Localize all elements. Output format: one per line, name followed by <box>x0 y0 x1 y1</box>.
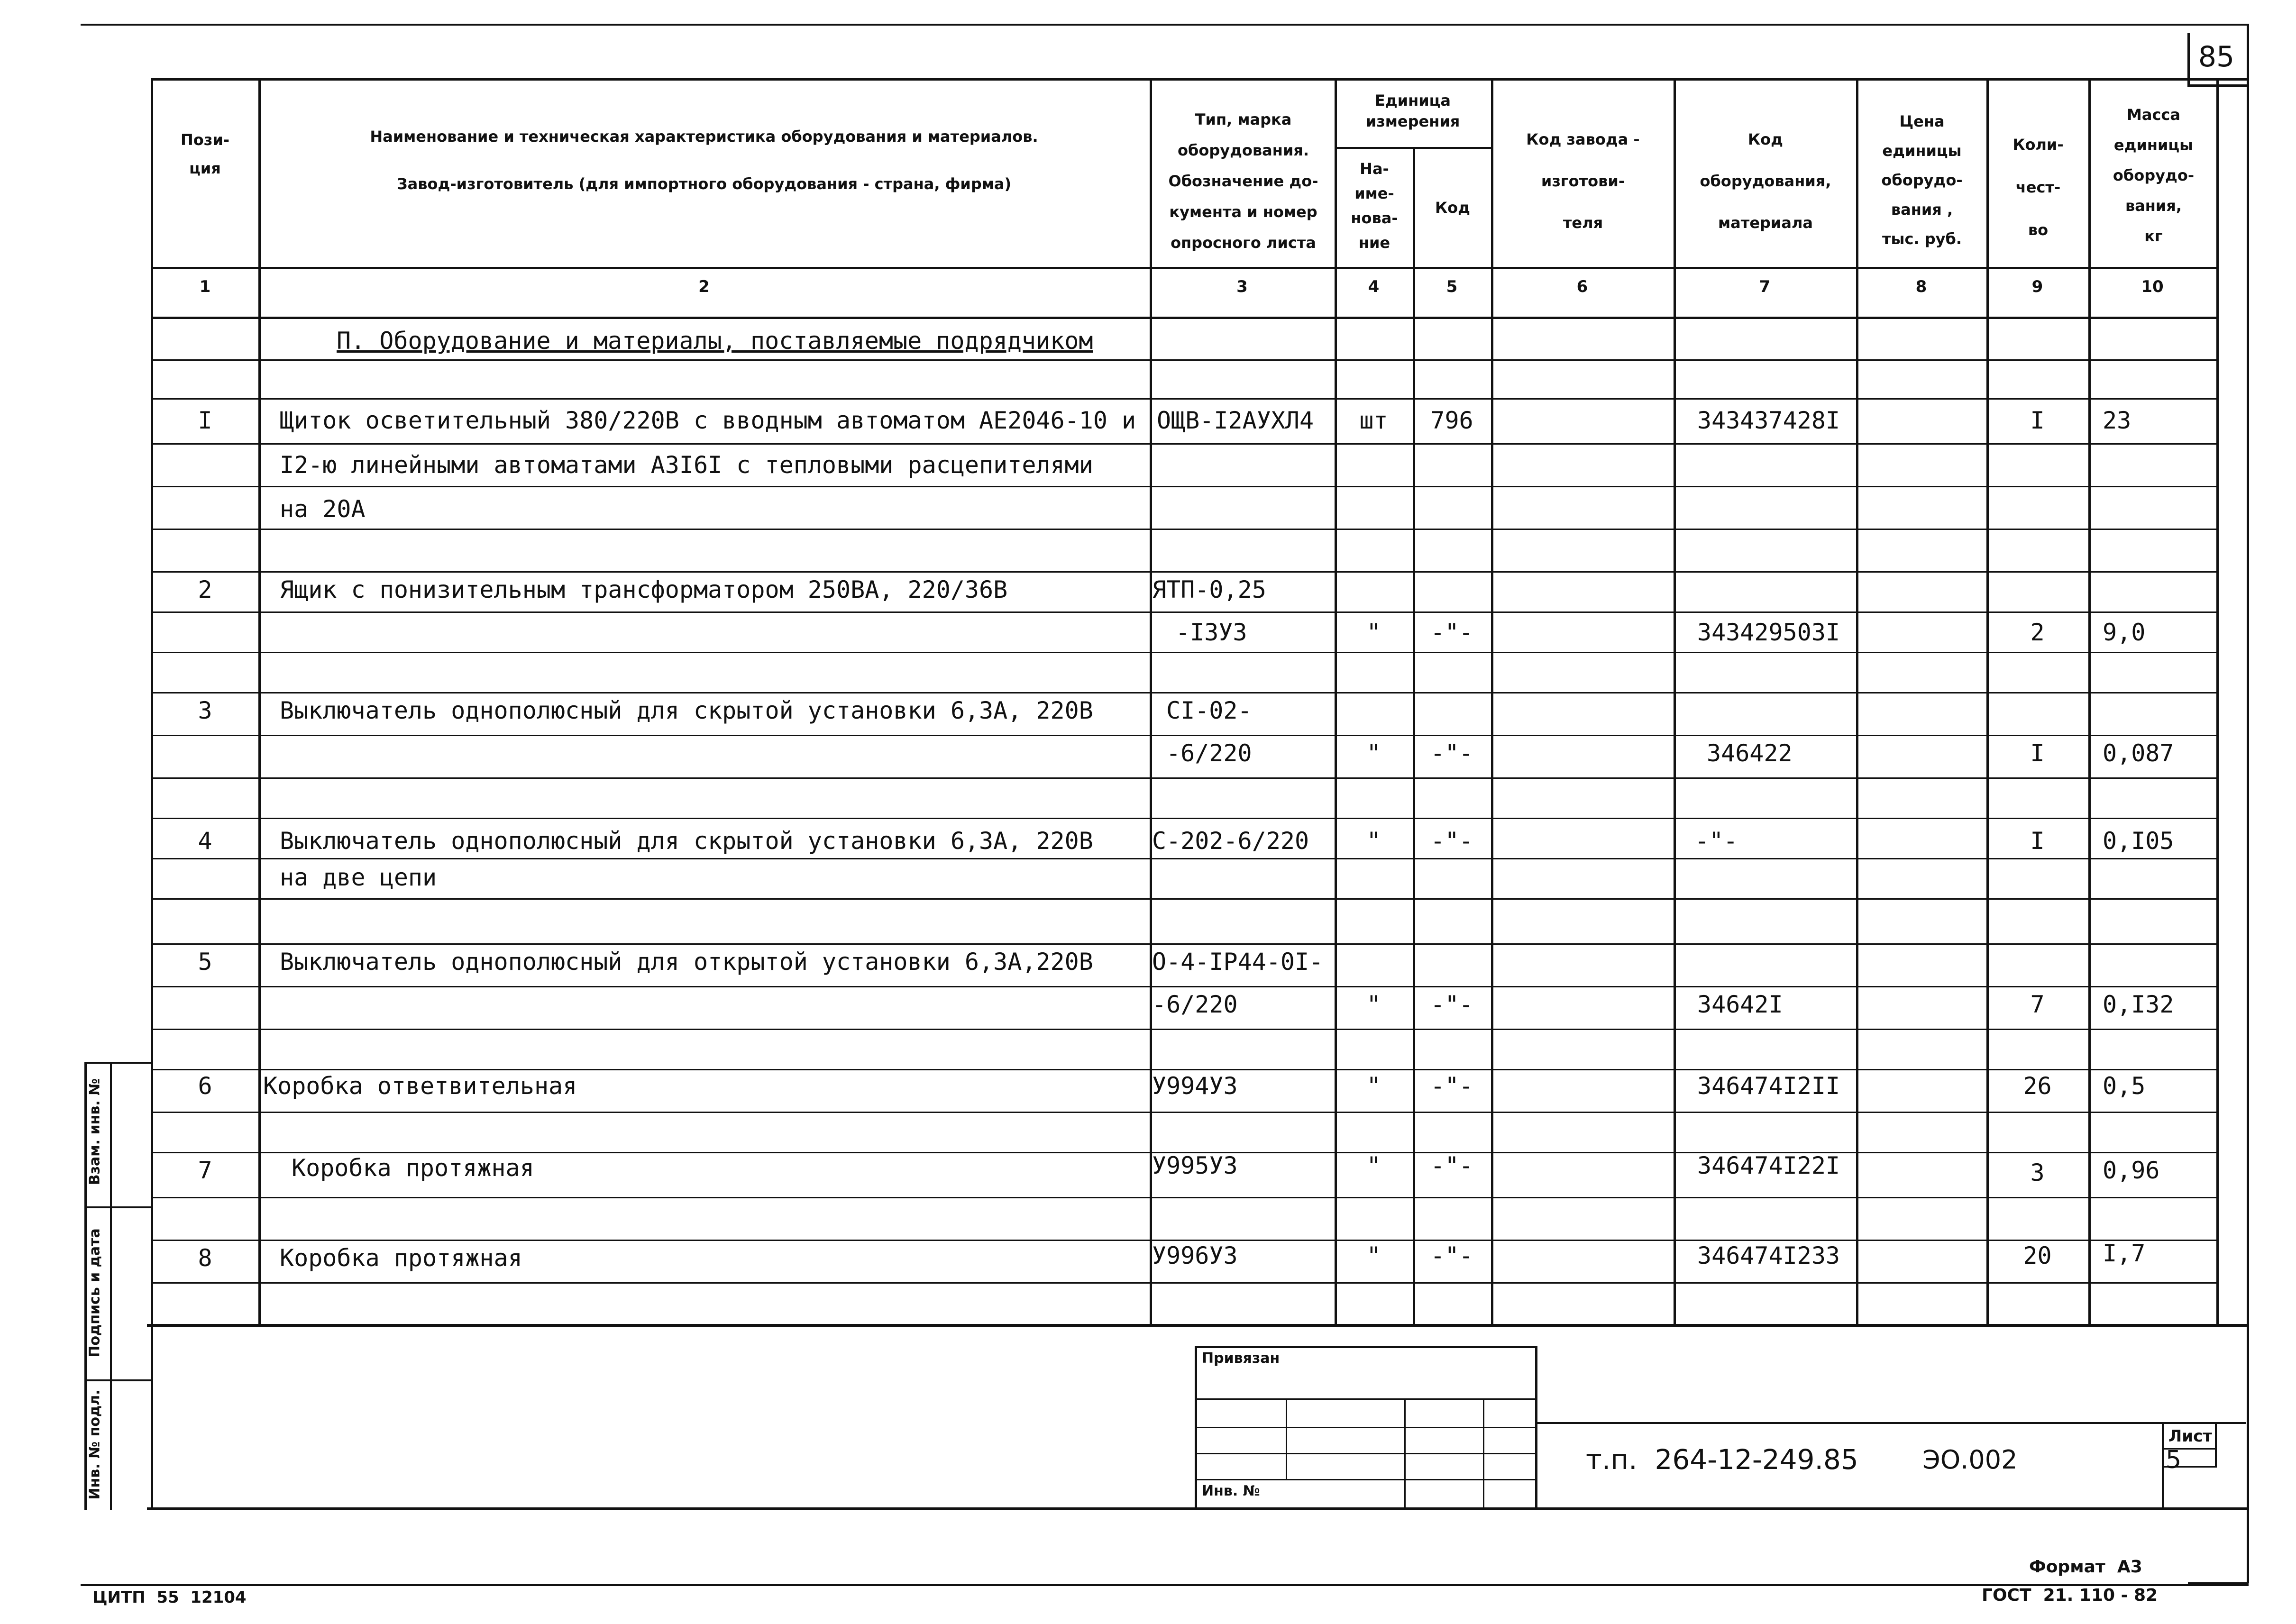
row1-name-line2: I2-ю линейными автоматами А3I6I с тепловыми расцепителями <box>280 451 1093 479</box>
row6-unit-code: -"- <box>1430 1072 1473 1100</box>
header-equipment-code: Код оборудования, материала <box>1700 130 1831 232</box>
row6-unit: " <box>1366 1072 1381 1100</box>
header-position: Пози- ция <box>180 131 230 177</box>
row8-unit: " <box>1366 1242 1381 1269</box>
row8-name-line1: Коробка протяжная <box>280 1244 522 1272</box>
row8-mass: I,7 <box>2103 1240 2146 1267</box>
footer-gost: ГОСТ 21. 110 - 82 <box>1982 1586 2158 1605</box>
row5-mass: 0,I32 <box>2103 991 2174 1018</box>
row3-unit-code: -"- <box>1430 739 1473 767</box>
row7-name-line1: Коробка протяжная <box>292 1154 534 1182</box>
row5-unit: " <box>1366 991 1381 1018</box>
row5-position: 5 <box>198 948 212 976</box>
row7-type: У995У3 <box>1152 1152 1238 1179</box>
row1-unit-code: 796 <box>1430 407 1473 434</box>
row3-name-line1: Выключатель однополюсный для скрытой установки 6,3А, 220В <box>280 697 1093 724</box>
row3-quantity: I <box>2030 739 2045 767</box>
header-price: Цена единицы оборудо- вания , тыс. руб. <box>1881 112 1963 248</box>
row5-unit-code: -"- <box>1430 991 1473 1018</box>
stamp-privyazan: Привязан <box>1202 1350 1280 1367</box>
row1-name-line3: на 20А <box>280 495 366 523</box>
row2-mass: 9,0 <box>2103 619 2146 646</box>
colnum-6: 6 <box>1576 277 1588 296</box>
row3-unit: " <box>1366 739 1381 767</box>
row8-type: У996У3 <box>1152 1242 1238 1269</box>
header-unit-name: На- име- нова- ние <box>1351 160 1398 252</box>
row4-quantity: I <box>2030 827 2045 855</box>
colnum-9: 9 <box>2031 277 2043 296</box>
row1-unit: шт <box>1359 407 1388 434</box>
colnum-8: 8 <box>1915 277 1927 296</box>
row8-equipment-code: 346474I233 <box>1697 1242 1840 1269</box>
row4-unit-code: -"- <box>1430 827 1473 855</box>
colnum-5: 5 <box>1446 277 1458 296</box>
row3-type-line2: -6/220 <box>1166 739 1252 767</box>
row5-name-line1: Выключатель однополюсный для открытой установки 6,3А,220В <box>280 948 1093 976</box>
document-code: т.п. 264-12-249.85 <box>1586 1443 1858 1476</box>
row3-position: 3 <box>198 697 212 724</box>
side-label-podpis: Подпись и дата <box>86 1228 103 1358</box>
row4-position: 4 <box>198 827 212 855</box>
row5-type-line2: -6/220 <box>1152 991 1238 1018</box>
header-unit: Единица измерения <box>1365 91 1460 130</box>
row8-unit-code: -"- <box>1430 1242 1473 1269</box>
row6-name-line1: Коробка ответвительная <box>263 1072 577 1100</box>
row1-equipment-code: 343437428I <box>1697 407 1840 434</box>
row1-mass: 23 <box>2103 407 2131 434</box>
header-mass: Масса единицы оборудо- вания, кг <box>2113 106 2195 245</box>
colnum-3: 3 <box>1236 277 1248 296</box>
row2-name-line1: Ящик с понизительным трансформатором 250ВА, 220/36В <box>280 576 1008 603</box>
row1-position: I <box>198 407 212 434</box>
row2-type-line2: -I3У3 <box>1176 619 1247 646</box>
row6-type: У994У3 <box>1152 1072 1238 1100</box>
header-type: Тип, марка оборудования. Обозначение до- кумента и номер опросного листа <box>1168 110 1318 252</box>
side-label-inv-podl: Инв. № подл. <box>86 1389 103 1500</box>
row6-equipment-code: 346474I2II <box>1697 1072 1840 1100</box>
row7-quantity: 3 <box>2030 1159 2045 1186</box>
colnum-1: 1 <box>199 277 211 296</box>
row3-mass: 0,087 <box>2103 739 2174 767</box>
row4-type: С-202-6/220 <box>1152 827 1309 855</box>
row8-quantity: 20 <box>2023 1242 2052 1269</box>
sheet-number: 5 <box>2166 1446 2182 1474</box>
sheet-label: Лист <box>2168 1427 2212 1446</box>
row2-unit: " <box>1366 619 1381 646</box>
header-factory-code: Код завода - изготови- теля <box>1526 130 1640 232</box>
row7-unit: " <box>1366 1152 1381 1179</box>
row1-quantity: I <box>2030 407 2045 434</box>
footer-left: ЦИТП 55 12104 <box>92 1588 247 1607</box>
side-label-vzam: Взам. инв. № <box>86 1078 103 1186</box>
row5-quantity: 7 <box>2030 991 2045 1018</box>
stamp-inv-no: Инв. № <box>1202 1483 1260 1499</box>
row4-unit: " <box>1366 827 1381 855</box>
row7-unit-code: -"- <box>1430 1152 1473 1179</box>
row8-position: 8 <box>198 1244 212 1272</box>
section-title: П. Оборудование и материалы, поставляемые подрядчиком <box>337 327 1093 355</box>
colnum-4: 4 <box>1368 277 1380 296</box>
row1-type: ОЩВ-I2АУХЛ4 <box>1157 407 1314 434</box>
header-name-line2: Завод-изготовитель (для импортного оборудования - страна, фирма) <box>396 175 1012 193</box>
row2-equipment-code: 343429503I <box>1697 619 1840 646</box>
header-quantity: Коли- чест- во <box>2012 136 2064 239</box>
row4-name-line1: Выключатель однополюсный для скрытой установки 6,3А, 220В <box>280 827 1093 855</box>
row2-unit-code: -"- <box>1430 619 1473 646</box>
row2-position: 2 <box>198 576 212 603</box>
row4-name-line2: на две цепи <box>280 864 437 891</box>
colnum-2: 2 <box>698 277 710 296</box>
row2-quantity: 2 <box>2030 619 2045 646</box>
row3-type-line1: СI-02- <box>1166 697 1252 724</box>
row3-equipment-code: 346422 <box>1707 739 1793 767</box>
row4-mass: 0,I05 <box>2103 827 2174 855</box>
row7-equipment-code: 346474I22I <box>1697 1152 1840 1179</box>
row4-equipment-code: -"- <box>1695 827 1738 855</box>
row7-position: 7 <box>198 1157 212 1184</box>
row7-mass: 0,96 <box>2103 1157 2160 1184</box>
row6-mass: 0,5 <box>2103 1072 2146 1100</box>
page-number: 85 <box>2198 40 2235 73</box>
document-suffix: ЭО.002 <box>1922 1445 2018 1475</box>
row6-quantity: 26 <box>2023 1072 2052 1100</box>
header-name-line1: Наименование и техническая характеристика оборудования и материалов. <box>370 128 1038 146</box>
row5-type-line1: О-4-IР44-0I- <box>1152 948 1324 976</box>
colnum-7: 7 <box>1759 277 1771 296</box>
colnum-10: 10 <box>2141 277 2164 296</box>
header-unit-code: Код <box>1435 199 1470 217</box>
footer-format: Формат А3 <box>2029 1557 2142 1577</box>
row2-type-line1: ЯТП-0,25 <box>1152 576 1266 603</box>
row1-name-line1: Щиток осветительный 380/220В с вводным автоматом АЕ2046-10 и <box>280 407 1136 434</box>
row5-equipment-code: 34642I <box>1697 991 1783 1018</box>
row6-position: 6 <box>198 1072 212 1100</box>
